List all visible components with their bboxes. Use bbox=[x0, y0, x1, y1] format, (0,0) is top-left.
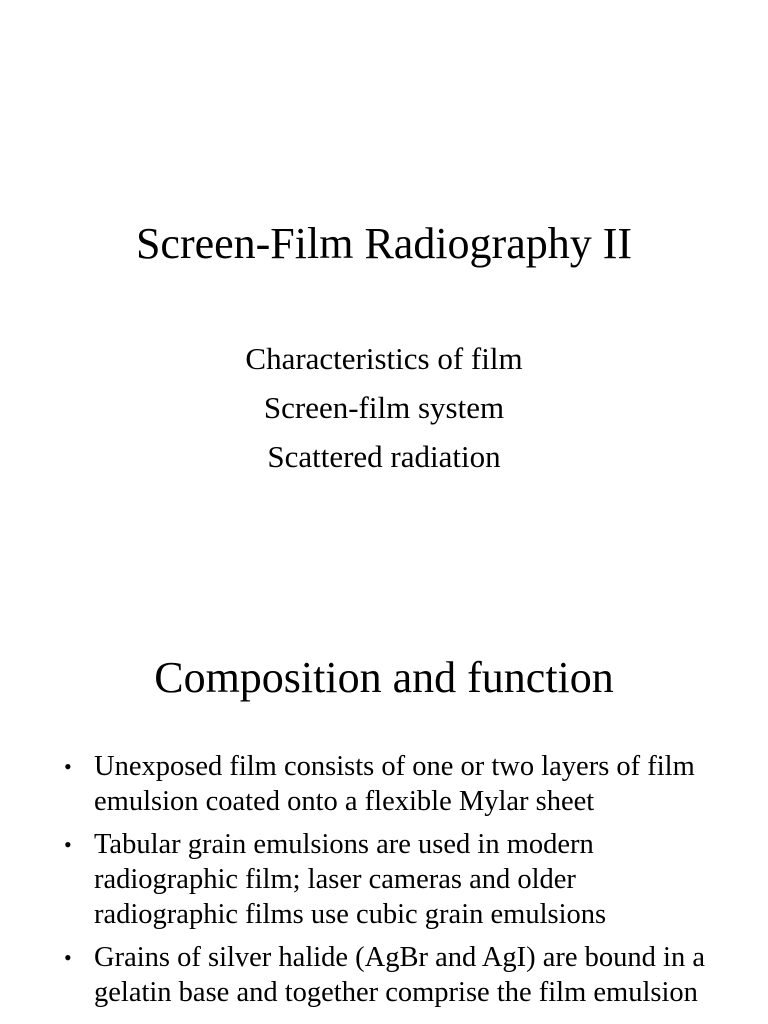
subtitle-list bbox=[0, 334, 768, 481]
bullet-icon: • bbox=[64, 832, 72, 857]
bullet-list bbox=[0, 749, 768, 1018]
subtitle-item: Scattered radiation bbox=[267, 439, 501, 474]
subtitle-item: Characteristics of film bbox=[245, 341, 523, 376]
subtitle-item: Screen-film system bbox=[263, 390, 505, 425]
bullet-item bbox=[0, 940, 768, 1010]
bullet-item bbox=[0, 749, 768, 819]
slide-heading: Composition and function bbox=[154, 653, 614, 702]
bullet-text: Unexposed film consists of one or two layers of film emulsion coated onto a flexible Mylar sheet bbox=[94, 751, 695, 817]
slide-title: Screen-Film Radiography II bbox=[135, 219, 633, 268]
bullet-icon: • bbox=[64, 754, 72, 779]
bullet-icon: • bbox=[64, 945, 72, 970]
bullet-text: Tabular grain emulsions are used in modern radiographic film; laser cameras and older radiographic films use cubic grain emulsions bbox=[94, 829, 607, 930]
bullet-item bbox=[0, 827, 768, 932]
content-slide bbox=[0, 512, 768, 1024]
bullet-text: Grains of silver halide (AgBr and AgI) are bound in a gelatin base and together comprise the film emulsion bbox=[94, 942, 705, 1008]
